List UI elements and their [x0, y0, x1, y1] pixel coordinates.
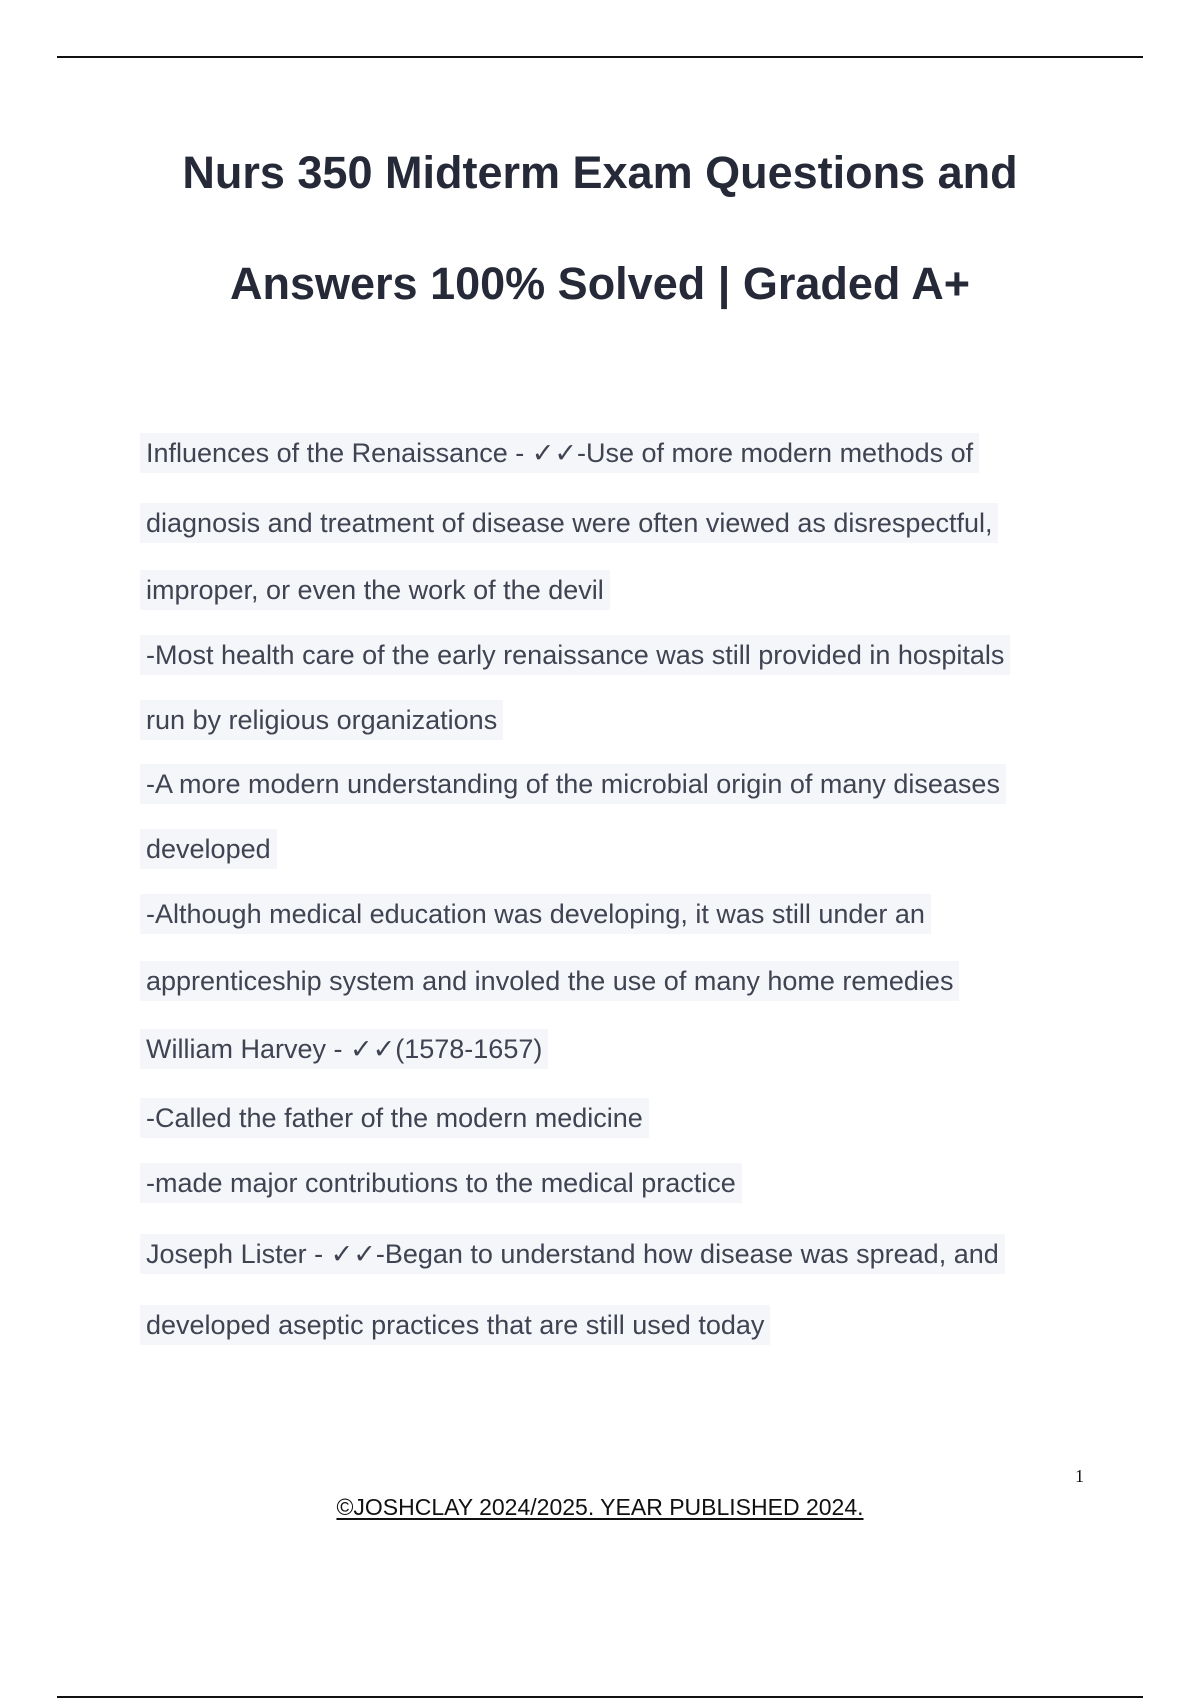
text-line: -A more modern understanding of the microbial origin of many diseases [140, 764, 1006, 804]
text-line: Influences of the Renaissance - ✓✓-Use of more modern methods of [140, 433, 979, 473]
text-line: run by religious organizations [140, 700, 503, 740]
text-line: -Although medical education was developing, it was still under an [140, 894, 931, 934]
text-line: -Called the father of the modern medicine [140, 1098, 649, 1138]
text-line: apprenticeship system and involed the use of many home remedies [140, 961, 959, 1001]
top-rule [57, 56, 1143, 58]
text-line: Joseph Lister - ✓✓-Began to understand how disease was spread, and [140, 1234, 1005, 1274]
text-line: -made major contributions to the medical practice [140, 1163, 742, 1203]
text-line: -Most health care of the early renaissance was still provided in hospitals [140, 635, 1010, 675]
bottom-rule [57, 1696, 1143, 1698]
text-line: improper, or even the work of the devil [140, 570, 610, 610]
page-number: 1 [1075, 1466, 1084, 1486]
text-line: William Harvey - ✓✓(1578-1657) [140, 1029, 548, 1069]
text-line: diagnosis and treatment of disease were often viewed as disrespectful, [140, 503, 998, 543]
document-title-line-2: Answers 100% Solved | Graded A+ [230, 258, 970, 309]
document-title-line-1: Nurs 350 Midterm Exam Questions and [182, 147, 1018, 198]
copyright-text: ©JOSHCLAY 2024/2025. YEAR PUBLISHED 2024. [336, 1494, 864, 1520]
text-line: developed aseptic practices that are still used today [140, 1305, 770, 1345]
copyright-footer [0, 1494, 1200, 1521]
text-line: developed [140, 829, 277, 869]
